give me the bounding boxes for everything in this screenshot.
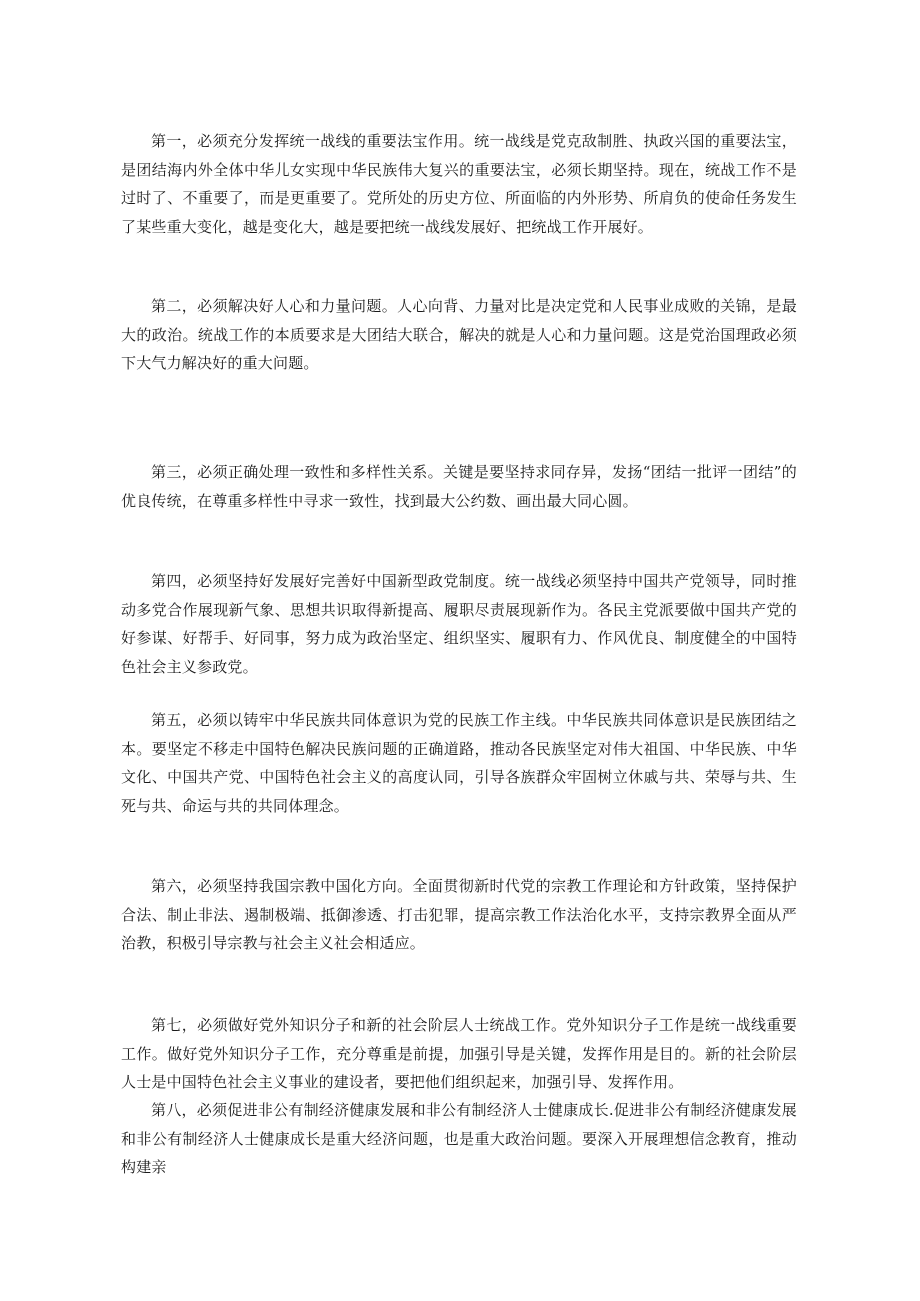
paragraph-fourth: 第四，必须坚持好发展好完善好中国新型政党制度。统一战线必须坚持中国共产党领导，同时推动多党合作展现新气象、思想共识取得新提高、履职尽责展现新作为。各民主党派要做中国共产党的好参谋、好帮手、好同事，努力成为政治坚定、组织坚实、履职有力、作风优良、制度健全的中国特色社会主义参政党。 — [121, 572, 797, 676]
paragraph-third: 第三，必须正确处理一致性和多样性关系。关键是要坚持求同存异，发扬“团结一批评一团结”的优良传统，在尊重多样性中寻求一致性，找到最大公约数、画出最大同心圆。 — [121, 463, 797, 510]
paragraph-eighth: 第八，必须促进非公有制经济健康发展和非公有制经济人士健康成长.促进非公有制经济健康发展和非公有制经济人士健康成长是重大经济问题，也是重大政治问题。要深入开展理想信念教育，推动构建亲 — [121, 1101, 797, 1176]
paragraph-fifth: 第五，必须以铸牢中华民族共同体意识为党的民族工作主线。中华民族共同体意识是民族团结之本。要坚定不移走中国特色解决民族问题的正确道路，推动各民族坚定对伟大祖国、中华民族、中华文化、中国共产党、中国特色社会主义的高度认同，引导各族群众牢固树立休戚与共、荣辱与共、生死与共、命运与共的共同体理念。 — [121, 711, 797, 815]
paragraph-sixth: 第六，必须坚持我国宗教中国化方向。全面贯彻新时代党的宗教工作理论和方针政策，坚持保护合法、制止非法、遏制极端、抵御渗透、打击犯罪，提高宗教工作法治化水平，支持宗教界全面从严治教，积极引导宗教与社会主义社会相适应。 — [121, 877, 797, 952]
paragraph-seventh: 第七，必须做好党外知识分子和新的社会阶层人士统战工作。党外知识分子工作是统一战线重要工作。做好党外知识分子工作，充分尊重是前提，加强引导是关键，发挥作用是目的。新的社会阶层人士是中国特色社会主义事业的建设者，要把他们组织起来，加强引导、发挥作用。 — [121, 1016, 797, 1091]
paragraph-second: 第二，必须解决好人心和力量问题。人心向背、力量对比是决定党和人民事业成败的关锦，是最大的政治。统战工作的本质要求是大团结大联合，解决的就是人心和力量问题。这是党治国理政必须下大气力解决好的重大问题。 — [121, 297, 797, 372]
paragraph-first: 第一，必须充分发挥统一战线的重要法宝作用。统一战线是党克敌制胜、执政兴国的重要法宝，是团结海内外全体中华儿女实现中华民族伟大复兴的重要法宝，必须长期坚持。现在，统战工作不是过时了、不重要了，而是更重要了。党所处的历史方位、所面临的内外形势、所肩负的使命任务发生了某些重大变化，越是变化大，越是要把统一战线发展好、把统战工作开展好。 — [121, 132, 797, 236]
